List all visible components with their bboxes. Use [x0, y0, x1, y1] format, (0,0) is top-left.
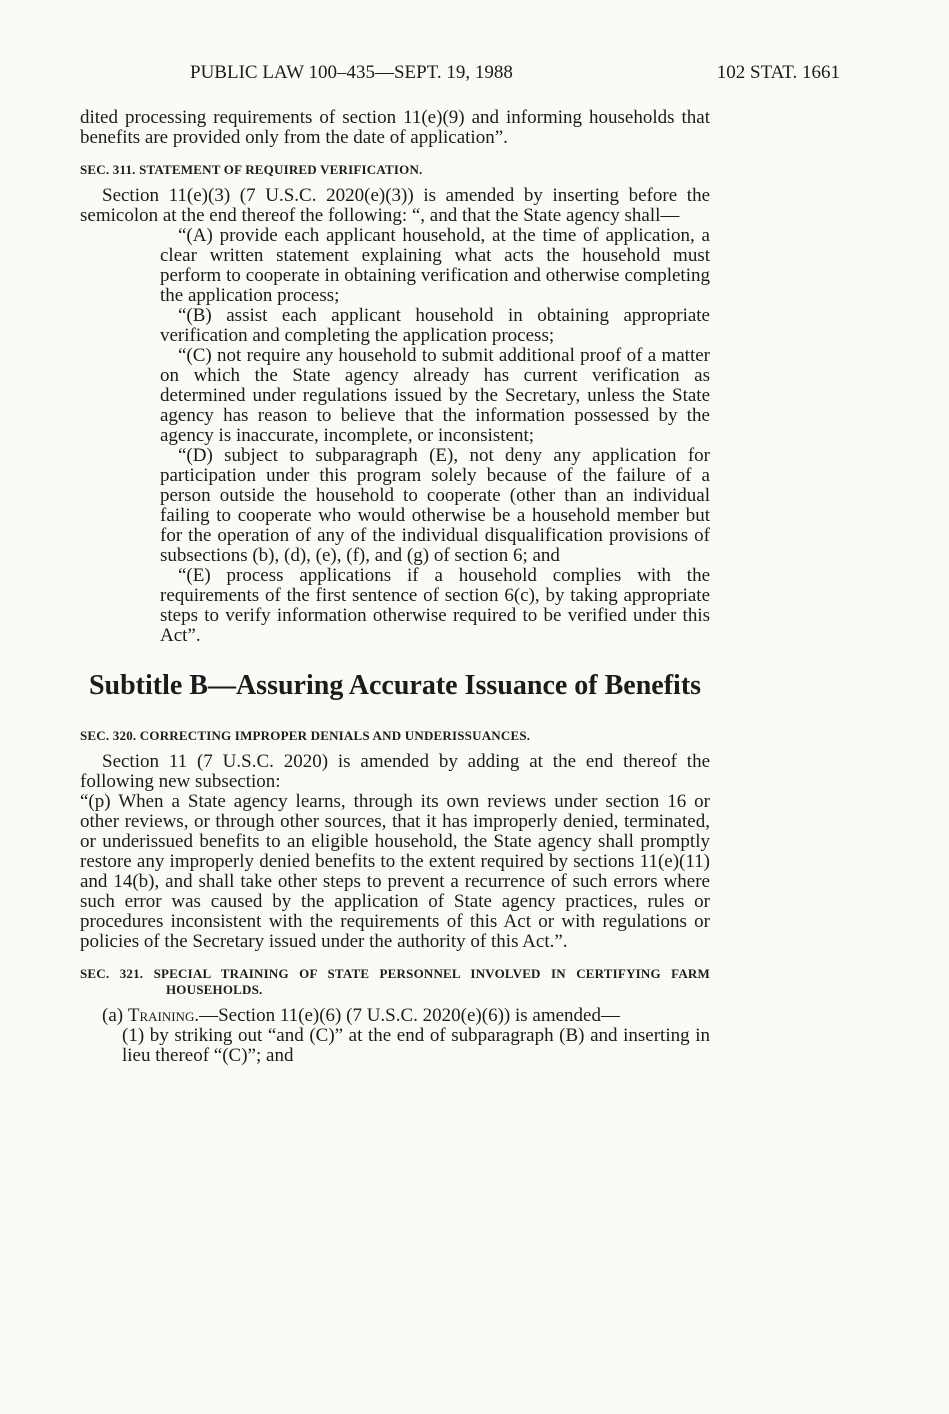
sec-321-heading: SEC. 321. SPECIAL TRAINING OF STATE PERSONNEL INVOLVED IN CERTIFYING FARM HOUSEHOLDS.: [80, 966, 710, 997]
sec-311-item-b: “(B) assist each applicant household in obtaining appropriate verification and completing the application process;: [160, 305, 710, 346]
sec-320-heading: SEC. 320. CORRECTING IMPROPER DENIALS AND UNDERISSUANCES.: [80, 728, 531, 743]
sec-320-body: “(p) When a State agency learns, through its own reviews under section 16 or other reviews, or through other sources, that it has improperly denied, terminated, or underissued benefits to an eligible household, the State agency shall promptly restore any improperly denied benefits to the extent required by sections 11(e)(11) and 14(b), and shall take other steps to prevent a recurrence of such errors where such error was caused by the application of State agency practices, rules or procedures inconsistent with the requirements of this Act or with regulations or policies of the Secretary issued under the authority of this Act.”.: [80, 791, 710, 952]
sec-321-item-1: (1) by striking out “and (C)” at the end of subparagraph (B) and inserting in lieu thereof “(C)”; and: [122, 1025, 710, 1066]
intro-paragraph: dited processing requirements of section 11(e)(9) and informing households that benefits are provided only from the date of application”.: [80, 107, 710, 148]
sec-321-a-text: .—Section 11(e)(6) (7 U.S.C. 2020(e)(6)) is amended—: [194, 1005, 620, 1026]
sec-321-a-caption: Training: [127, 1005, 195, 1026]
running-header: [190, 62, 840, 90]
sec-311-item-a: “(A) provide each applicant household, at the time of application, a clear written statement explaining what acts the household must perform to cooperate in obtaining verification and otherwise completing the application process;: [160, 225, 710, 306]
sec-311-item-d: “(D) subject to subparagraph (E), not deny any application for participation under this program solely because of the failure of a person outside the household to cooperate (other than an individual failing to cooperate who would otherwise be a household member but for the operation of any of the individual disqualification provisions of subsections (b), (d), (e), (f), and (g) of section 6; and: [160, 445, 710, 566]
document-body: [80, 108, 710, 1066]
sec-321-a-label: (a): [102, 1005, 128, 1026]
sec-311-heading: SEC. 311. STATEMENT OF REQUIRED VERIFICATION.: [80, 162, 423, 177]
sec-320-lead: Section 11 (7 U.S.C. 2020) is amended by adding at the end thereof the following new subsection:: [80, 751, 710, 792]
stat-page-number: 102 STAT. 1661: [716, 62, 840, 83]
sec-311-item-c: “(C) not require any household to submit additional proof of a matter on which the State agency already has current verification as determined under regulations issued by the Secretary, unless the State agency has reason to believe that the information possessed by the agency is inaccurate, incomplete, or inconsistent;: [160, 345, 710, 446]
sec-311-lead: Section 11(e)(3) (7 U.S.C. 2020(e)(3)) is amended by inserting before the semicolon at the end thereof the following: “, and that the State agency shall—: [80, 185, 710, 226]
sec-321-a: [80, 1006, 710, 1026]
law-citation: PUBLIC LAW 100–435—SEPT. 19, 1988: [190, 62, 513, 83]
sec-311-item-e: “(E) process applications if a household complies with the requirements of the first sentence of section 6(c), by taking appropriate steps to verify information otherwise required to be verified under this Act”.: [160, 565, 710, 646]
subtitle-heading: Subtitle B—Assuring Accurate Issuance of Benefits: [88, 670, 702, 701]
